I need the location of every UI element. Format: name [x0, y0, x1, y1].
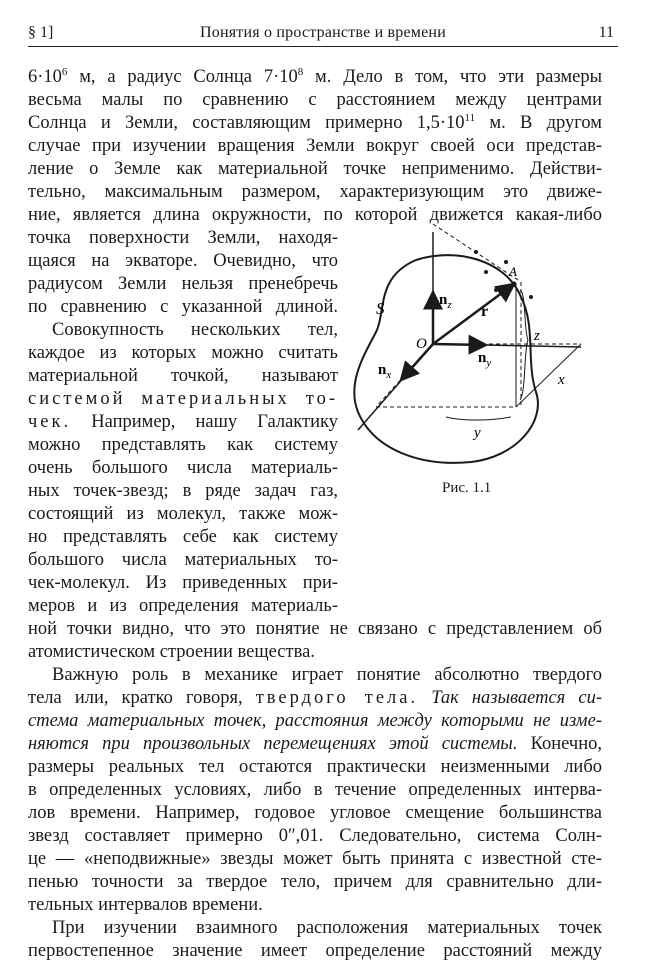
text-line: системой материальных то-	[28, 389, 338, 409]
text-line: тельно, максимальным размером, характеризующим это движе-	[28, 182, 602, 202]
text-line: весьма малы по сравнению с расстоянием между центрами	[28, 90, 602, 110]
text-line: но представлять себе как систему	[28, 527, 338, 547]
text-line: При изучении взаимного расположения материальных точек	[52, 918, 602, 938]
text-line: ние, является длина окружности, по которой движется какая-либо	[28, 205, 602, 225]
text-line: радиусом Земли нельзя пренебречь	[28, 274, 338, 294]
text-line: лов времени. Например, годовое угловое смещение большинства	[28, 803, 602, 823]
text-line: материальной точкой, называют	[28, 366, 338, 386]
label-z: z	[534, 328, 540, 344]
text-line: состоящий из молекул, также мож-	[28, 504, 338, 524]
figure-1-1	[346, 212, 601, 482]
text-line: чек. Например, нашу Галактику	[28, 412, 338, 432]
text-line: первостепенное значение имеет определение расстояний между	[28, 941, 602, 961]
text-line: стема материальных точек, расстояния между которыми не изме-	[28, 711, 602, 731]
text-line: можно представлять как систему	[28, 435, 338, 455]
text-line: тельных интервалов времени.	[28, 895, 263, 915]
text-line: большого числа материальных то-	[28, 550, 338, 570]
text-line: ной точки видно, что это понятие не связано с представлением об	[28, 619, 602, 639]
text-line: чек-молекул. Из приведенных при-	[28, 573, 338, 593]
label-nz: $n_z$	[439, 292, 452, 311]
text-line: размеры реальных тел остаются практически неизменными либо	[28, 757, 602, 777]
text-line: случае при изучении вращения Земли вокруг своей оси представ-	[28, 136, 602, 156]
label-S: S	[376, 299, 385, 318]
label-nx: $n_x$	[378, 362, 392, 381]
figure-caption: Рис. 1.1	[442, 480, 492, 496]
text-line: по сравнению с указанной длиной.	[28, 297, 338, 317]
text-line: очень большого числа материаль-	[28, 458, 338, 478]
running-header	[28, 22, 618, 47]
running-title: Понятия о пространстве и времени	[200, 24, 446, 41]
label-A: A	[509, 264, 517, 279]
text-line: меров и из определения материаль-	[28, 596, 338, 616]
text-line: $6\cdot 10^6$ м, а радиус Солнца $7\cdot 10^8$ м. Дело в том, что эти размеры	[28, 66, 603, 87]
text-line: каждое из которых можно считать	[28, 343, 338, 363]
text-line: Совокупность нескольких тел,	[52, 320, 338, 340]
label-y: y	[474, 425, 481, 441]
text-line: ление о Земле как материальной точке неприменимо. Действи-	[28, 159, 602, 179]
text-line: Важную роль в механике играет понятие абсолютно твердого	[52, 665, 602, 685]
text-line: няются при произвольных перемещениях этой системы. Конечно,	[28, 734, 602, 754]
label-r: r	[481, 303, 489, 320]
label-ny: $n_y$	[478, 350, 492, 369]
text-line: звезд составляет примерно 0″,01. Следовательно, система Солн-	[28, 826, 602, 846]
label-x: x	[558, 372, 565, 388]
text-line: тела или, кратко говоря, твердого тела. Так называется си-	[28, 688, 602, 708]
section-mark: § 1]	[28, 24, 54, 41]
text-line: щаяся на экваторе. Очевидно, что	[28, 251, 338, 271]
text-line: пенью точности за твердое тело, причем для сравнительно дли-	[28, 872, 602, 892]
ny-vector	[433, 344, 486, 345]
label-O: O	[416, 336, 427, 352]
text-line: це — «неподвижные» звезды может быть принята с известной сте-	[28, 849, 602, 869]
text-line: в определенных условиях, либо в течение определенных интерва-	[28, 780, 602, 800]
text-line: атомистическом строении вещества.	[28, 642, 315, 662]
text-line: ных точек-звезд; в ряде задач газ,	[28, 481, 338, 501]
text-line: Солнца и Земли, составляющим примерно $1,5\cdot 10^{11}$ м. В другом	[28, 112, 602, 133]
page-number: 11	[598, 24, 614, 41]
text-line: точка поверхности Земли, находя-	[28, 228, 338, 248]
